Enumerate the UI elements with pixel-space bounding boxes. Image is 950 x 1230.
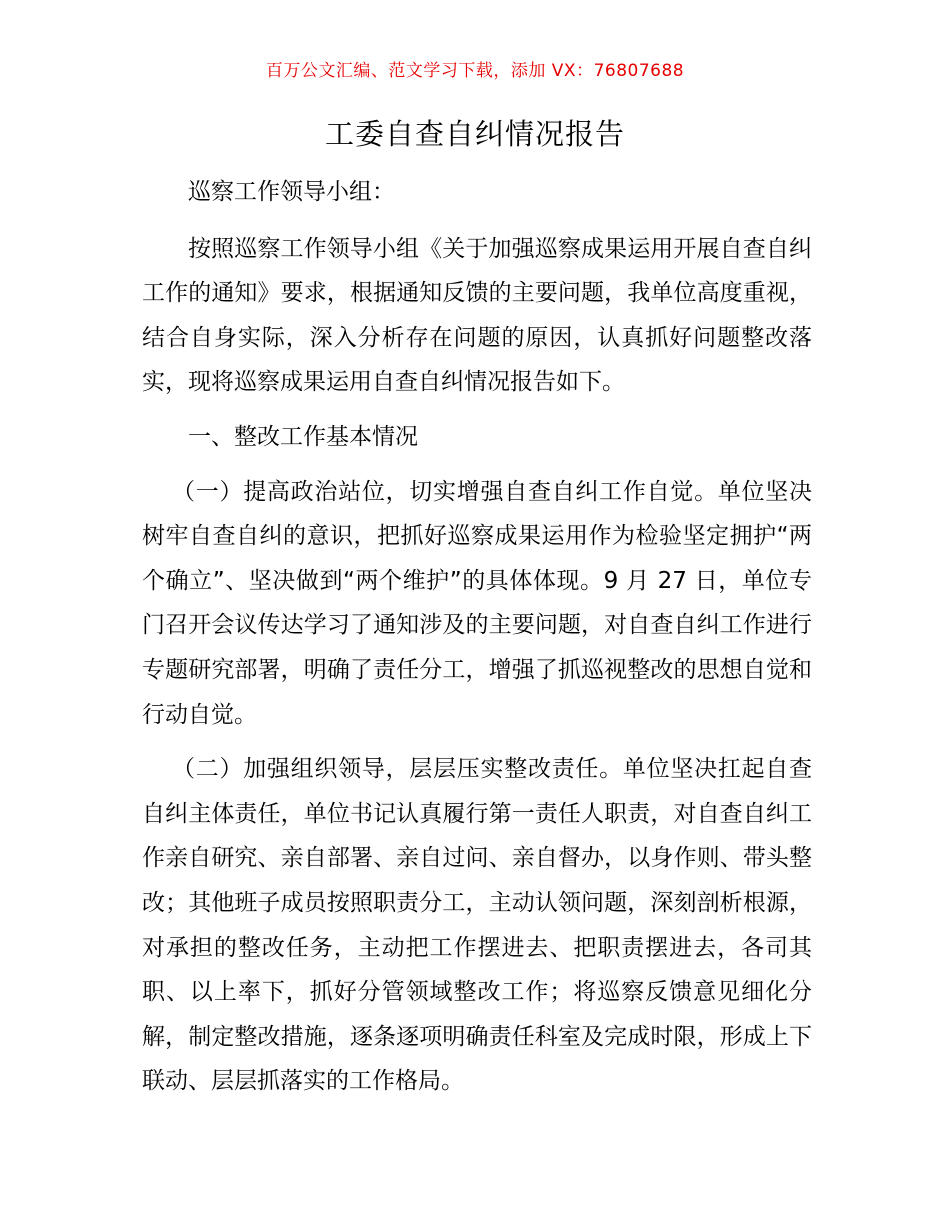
section-heading-1: 一、整改工作基本情况 (188, 423, 418, 450)
salutation: 巡察工作领导小组： (188, 179, 395, 205)
intro-paragraph: 按照巡察工作领导小组《关于加强巡察成果运用开展自查自纠工作的通知》要求，根据通知反馈的主要问题，我单位高度重视，结合自身实际，深入分析存在问题的原因，认真抓好问题整改落实，现将巡察成果运用自查自纠情况报告如下。 (142, 235, 812, 396)
header-note: 百万公文汇编、范文学习下载，添加 VX：76807688 (265, 61, 685, 81)
document-title: 工委自查自纠情况报告 (324, 117, 625, 151)
document-body (142, 170, 812, 1104)
item-paragraph-2: （二）加强组织领导，层层压实整改责任。单位坚决扛起自查自纠主体责任，单位书记认真履行第一责任人职责，对自查自纠工作亲自研究、亲自部署、亲自过问、亲自督办，以身作则、带头整改；其他班子成员按照职责分工，主动认领问题，深刻剖析根源，对承担的整改任务，主动把工作摆进去、把职责摆进去，各司其职、以上率下，抓好分管领域整改工作；将巡察反馈意见细化分解，制定整改措施，逐条逐项明确责任科室及完成时限，形成上下联动、层层抓落实的工作格局。 (142, 756, 812, 1095)
item-paragraph-1: （一）提高政治站位，切实增强自查自纠工作自觉。单位坚决树牢自查自纠的意识，把抓好巡察成果运用作为检验坚定拥护“两个确立”、坚决做到“两个维护”的具体体现。9 月 27 日，单位专门召开会议传达学习了通知涉及的主要问题，对自查自纠工作进行专题研究部署，明确了责任分工，增强了抓巡视整改的思想自觉和行动自觉。 (142, 478, 812, 728)
